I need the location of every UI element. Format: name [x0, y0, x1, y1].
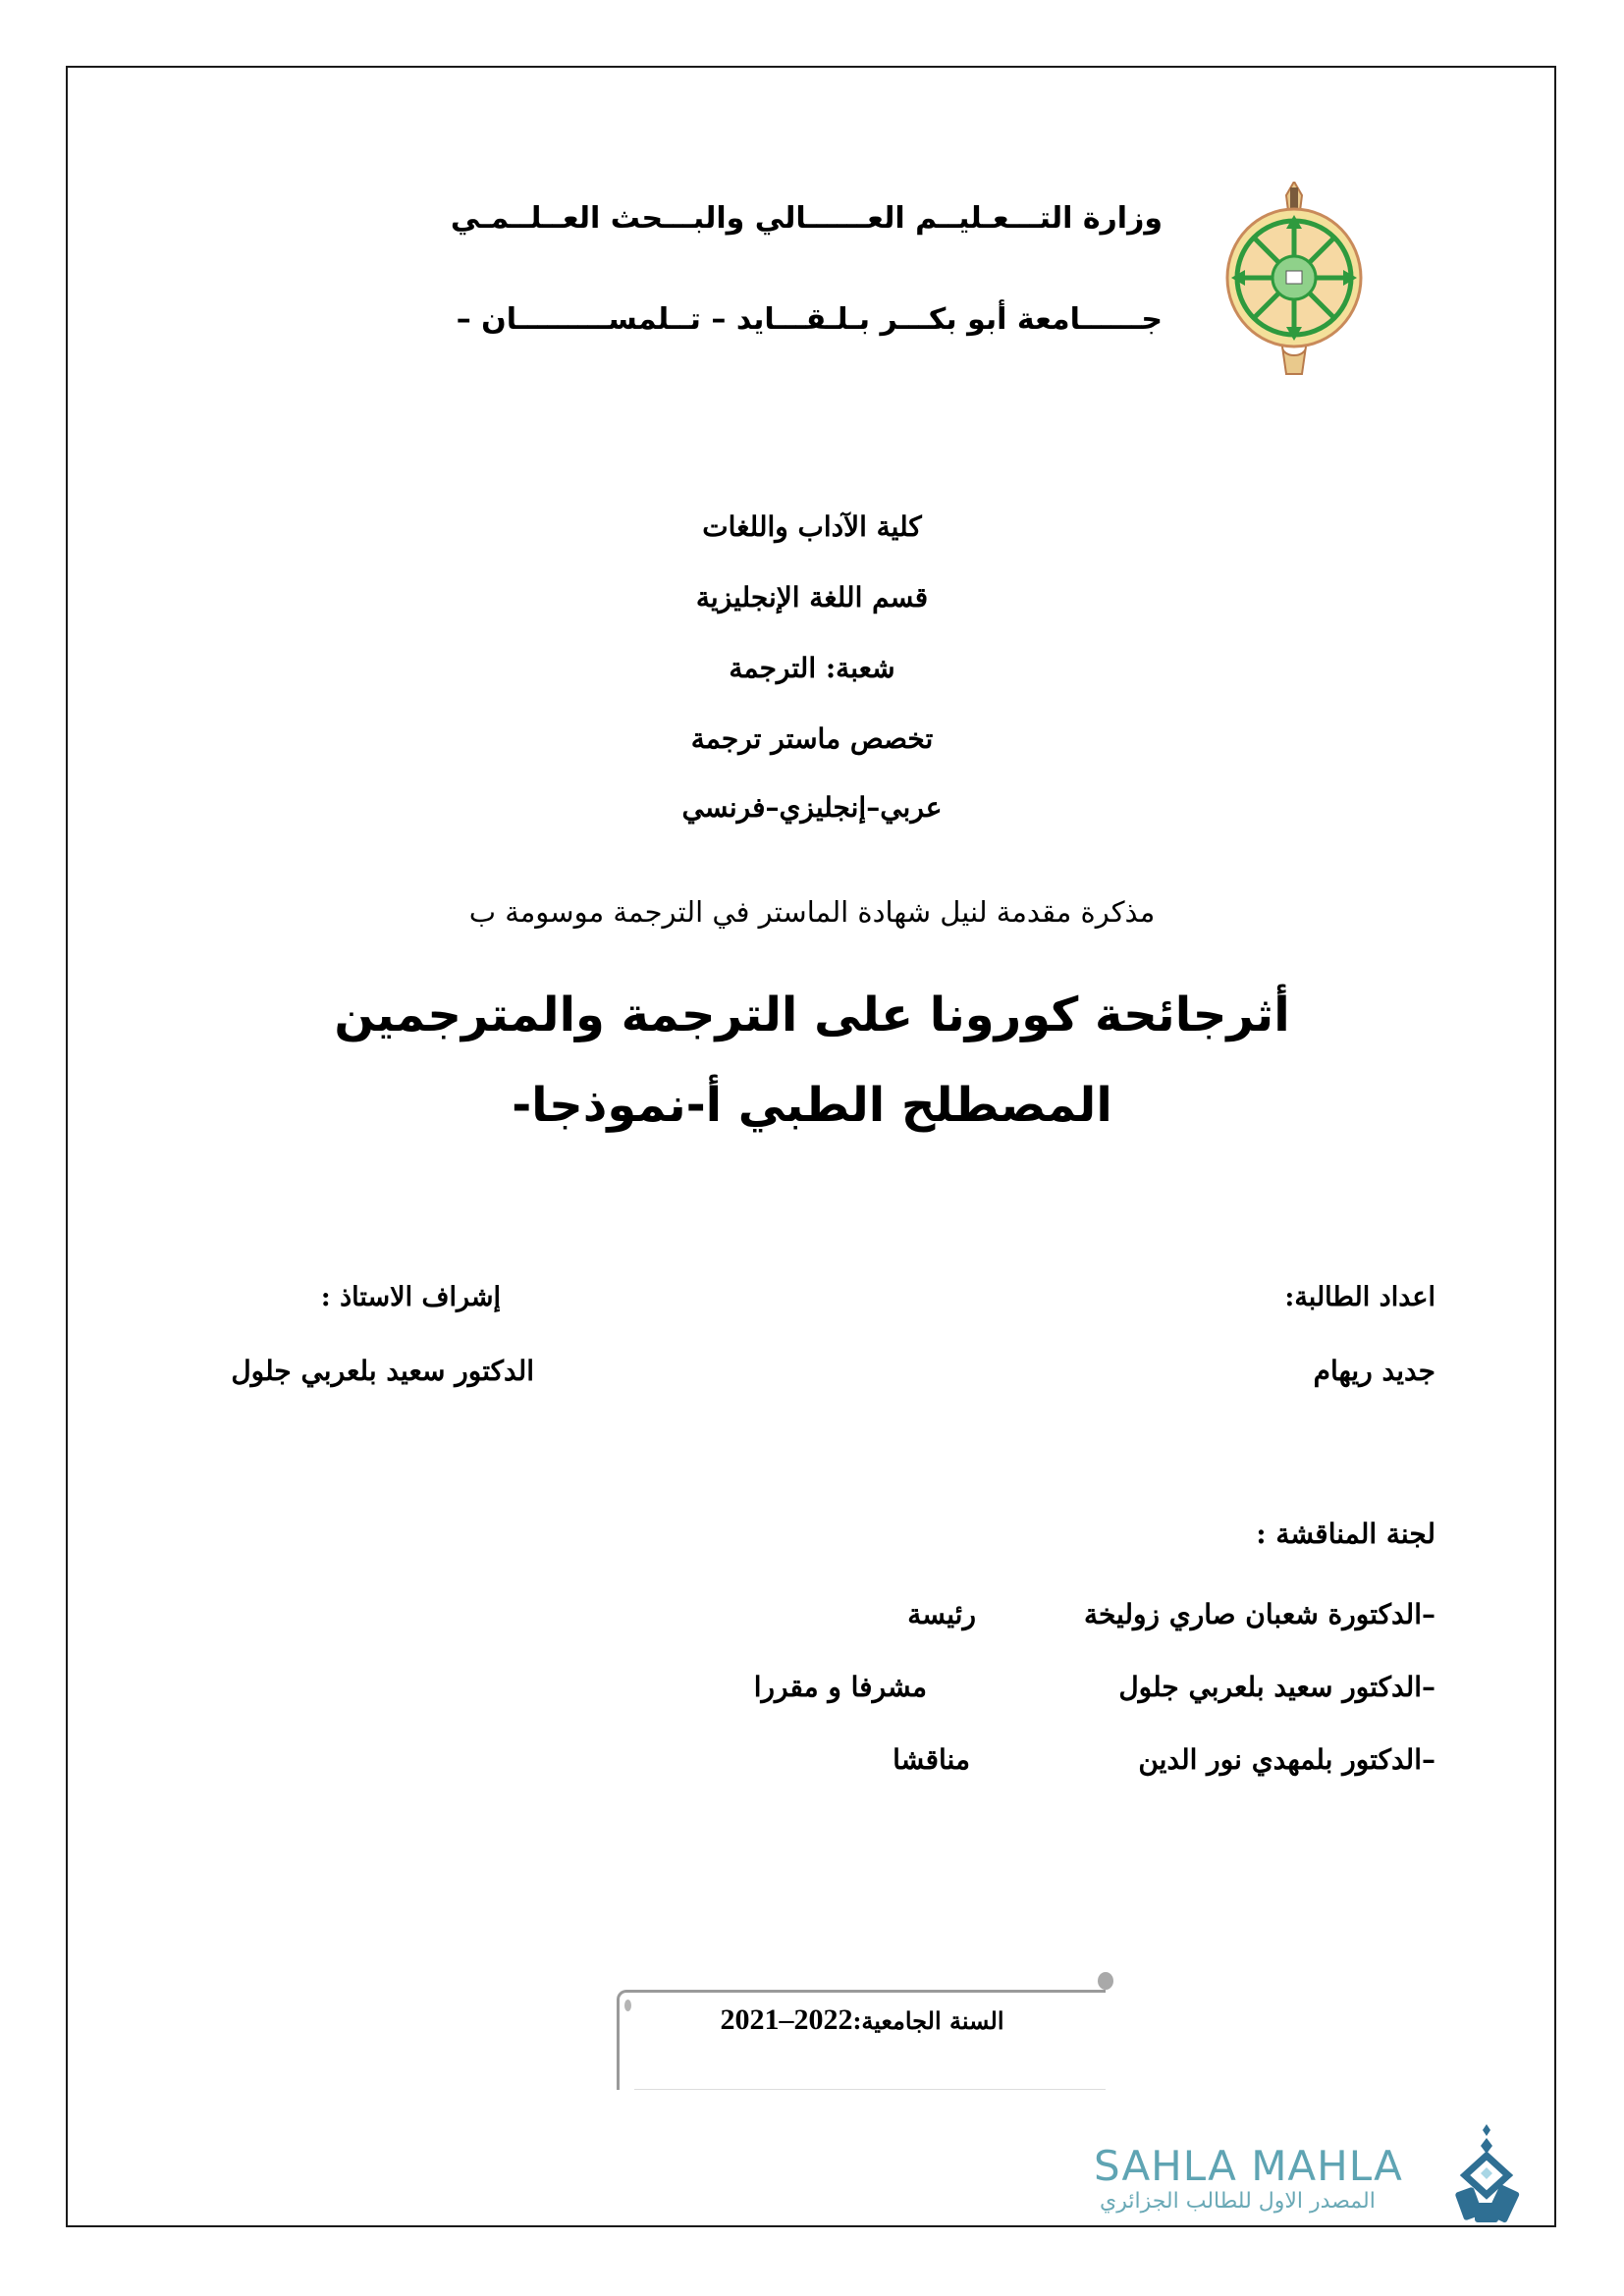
committee-member-role: مشرفا و مقررا — [753, 1671, 927, 1703]
committee-member-role: رئيسة — [907, 1598, 976, 1630]
committee-label: لجنة المناقشة : — [1256, 1518, 1435, 1550]
university-name: جــــــامعة أبو بكـــر بـلـقـــايد – تــلمســـــــــان – — [456, 302, 1163, 337]
committee-member-name: –الدكتور سعيد بلعربي جلول — [1118, 1671, 1435, 1703]
scroll-curl-icon — [1098, 1972, 1113, 1990]
academic-year — [617, 2003, 1108, 2037]
scroll-baseline — [634, 2089, 1106, 2090]
academic-year-label: السنة الجامعية: — [852, 2006, 1004, 2035]
university-emblem-icon — [1223, 182, 1365, 378]
ministry-name: وزارة التـــعـليــم العــــــالي والبـــحث العــلــمـي — [450, 201, 1163, 236]
supervisor-name: الدكتور سعيد بلعربي جلول — [231, 1355, 534, 1387]
academic-year-scroll — [617, 1978, 1108, 2094]
sahla-mahla-logo-icon — [1453, 2124, 1520, 2226]
page-border — [66, 66, 1556, 2227]
thesis-title: أثرجائحة كورونا على الترجمة والمترجمين — [334, 988, 1290, 1042]
watermark-brand: SAHLA MAHLA — [1094, 2142, 1403, 2190]
watermark-tagline: المصدر الاول للطالب الجزائري — [1100, 2189, 1376, 2214]
student-name: جديد ريهام — [1313, 1355, 1435, 1387]
thesis-subtitle: المصطلح الطبي أ-نموذجا- — [512, 1078, 1112, 1133]
supervisor-label: إشراف الاستاذ : — [320, 1282, 501, 1312]
department-line: قسم اللغة الإنجليزية — [695, 581, 929, 614]
faculty-line: كلية الآداب واللغات — [702, 510, 922, 543]
languages-line: عربي–إنجليزي–فرنسي — [681, 791, 943, 824]
student-label: اعداد الطالبة: — [1284, 1282, 1435, 1312]
academic-year-value: 2021–2022 — [720, 2003, 853, 2036]
committee-member-name: –الدكتور بلمهدي نور الدين — [1138, 1743, 1435, 1776]
committee-member-role: مناقشا — [893, 1743, 970, 1776]
sahla-mahla-watermark — [1090, 2128, 1522, 2226]
specialty-line: تخصص ماستر ترجمة — [690, 722, 934, 755]
branch-line: شعبة: الترجمة — [729, 652, 895, 684]
committee-member-name: –الدكتورة شعبان صاري زوليخة — [1083, 1598, 1435, 1630]
thesis-intro: مذكرة مقدمة لنيل شهادة الماستر في الترجمة موسومة ب — [468, 895, 1156, 929]
